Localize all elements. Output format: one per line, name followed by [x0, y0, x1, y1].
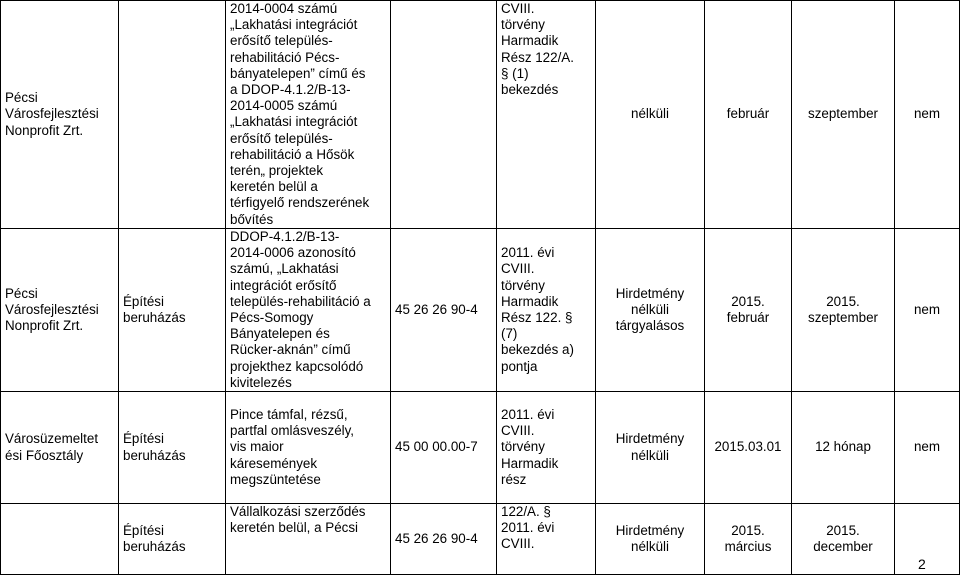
description-line: 2014-0006 azonosító — [230, 245, 356, 261]
type-line: Építési — [123, 293, 164, 309]
legal-basis-line: Harmadik — [501, 33, 559, 49]
description-line: terén„ projektek — [230, 163, 324, 179]
legal-basis-line: pontja — [501, 358, 538, 374]
org-line: Pécsi — [5, 285, 38, 301]
start-date-cell — [705, 392, 792, 504]
cpv-code-cell — [391, 1, 497, 229]
legal-basis-line: CVIII. — [501, 423, 535, 439]
page-number: 2 — [918, 556, 926, 572]
description-cell — [226, 504, 391, 575]
start-date-line: 2015. — [731, 522, 765, 538]
description-line: DDOP-4.1.2/B-13- — [230, 229, 340, 244]
legal-basis-line: bekezdés — [501, 82, 559, 98]
start-date-line: február — [726, 106, 770, 122]
legal-basis-line: Rész 122/A. — [501, 49, 574, 65]
description-line: Bányatelepen és — [230, 326, 330, 342]
legal-basis-cell — [497, 1, 596, 229]
description-line: erősítő település- — [230, 130, 333, 146]
procedure-line: Hirdetmény — [615, 522, 685, 538]
org-line: Városüzemeltet — [5, 431, 99, 447]
org-cell — [1, 392, 119, 504]
end-date-line: 12 hónap — [815, 439, 871, 455]
legal-basis-line: rész — [501, 471, 527, 487]
type-cell — [119, 1, 226, 229]
start-date-cell — [705, 504, 792, 575]
legal-basis-line: Harmadik — [501, 455, 559, 471]
description-line: Pécs-Somogy — [230, 310, 314, 326]
end-date-line: szeptember — [808, 310, 878, 326]
description-line: bányatelepen” című és — [230, 65, 366, 81]
description-line: a DDOP-4.1.2/B-13- — [230, 82, 351, 98]
legal-basis-line: 2011. évi — [501, 407, 555, 423]
legal-basis-cell — [497, 504, 596, 575]
type-cell — [119, 229, 226, 392]
legal-basis-line: CVIII. — [501, 1, 535, 16]
start-date-cell — [705, 1, 792, 229]
end-date-line: szeptember — [808, 106, 878, 122]
flag-cell — [895, 504, 960, 575]
legal-basis-line: Harmadik — [501, 293, 559, 309]
description-cell — [226, 229, 391, 392]
legal-basis-cell — [497, 392, 596, 504]
procedure-cell — [596, 229, 705, 392]
type-line: Építési — [123, 522, 164, 538]
description-line: erősítő település- — [230, 33, 333, 49]
description-cell — [226, 392, 391, 504]
end-date-line: 2015. — [826, 522, 860, 538]
description-line: Vállalkozási szerződés — [230, 504, 366, 520]
description-line: rehabilitáció a Hősök — [230, 146, 355, 162]
description-line: 2014-0005 számú — [230, 98, 338, 114]
table-row — [1, 392, 960, 504]
org-line: Nonprofit Zrt. — [5, 318, 84, 334]
description-line: Pince támfal, rézsű, — [230, 407, 348, 423]
description-line: „Lakhatási integrációt — [230, 17, 358, 33]
cpv-code-cell: 45 26 26 90-4 — [391, 229, 497, 392]
procedure-line: nélküli — [631, 301, 669, 317]
procedure-line: nélküli — [631, 539, 669, 555]
description-line: keretén belül, a Pécsi — [230, 520, 359, 536]
org-cell — [1, 504, 119, 575]
table-row — [1, 504, 960, 575]
table-body — [1, 1, 960, 575]
legal-basis-line: (7) — [501, 326, 518, 342]
org-line: ési Főosztály — [5, 447, 84, 463]
start-date-cell — [705, 229, 792, 392]
description-line: térfigyelő rendszerének — [230, 195, 370, 211]
description-cell — [226, 1, 391, 229]
description-line: Rücker-aknán” című — [230, 342, 351, 358]
end-date-line: december — [813, 539, 873, 555]
cpv-code-cell: 45 00 00.00-7 — [391, 392, 497, 504]
description-line: „Lakhatási integrációt — [230, 114, 358, 130]
end-date-cell — [792, 229, 895, 392]
cpv-code-cell: 45 26 26 90-4 — [391, 504, 497, 575]
legal-basis-line: 2011. évi — [501, 245, 555, 261]
flag-cell: nem — [895, 1, 960, 229]
org-line: Nonprofit Zrt. — [5, 122, 84, 138]
procedure-line: Hirdetmény — [615, 431, 685, 447]
procedure-line: nélküli — [631, 447, 669, 463]
description-line: projekthez kapcsolódó — [230, 358, 364, 374]
org-cell — [1, 1, 119, 229]
legal-basis-line: CVIII. — [501, 536, 535, 552]
procedure-line: tárgyalásos — [615, 318, 685, 334]
description-line: kivitelezés — [230, 374, 292, 390]
legal-basis-cell — [497, 229, 596, 392]
org-line: Városfejlesztési — [5, 106, 99, 122]
legal-basis-line: törvény — [501, 277, 545, 293]
flag-cell: nem — [895, 229, 960, 392]
end-date-cell — [792, 392, 895, 504]
type-line: Építési — [123, 431, 164, 447]
description-line: település-rehabilitáció a — [230, 293, 371, 309]
org-line: Városfejlesztési — [5, 301, 99, 317]
procedure-cell — [596, 504, 705, 575]
legal-basis-line: 122/A. § — [501, 504, 551, 520]
type-cell — [119, 392, 226, 504]
type-line: beruházás — [123, 447, 186, 463]
end-date-line: 2015. — [826, 293, 860, 309]
description-line: integrációt erősítő — [230, 277, 337, 293]
description-line: keretén belül a — [230, 179, 318, 195]
procedure-cell — [596, 1, 705, 229]
start-date-line: 2015. — [731, 293, 765, 309]
table-row — [1, 1, 960, 229]
legal-basis-line: § (1) — [501, 65, 529, 81]
legal-basis-line: CVIII. — [501, 261, 535, 277]
org-line: Pécsi — [5, 90, 38, 106]
description-line: 2014-0004 számú — [230, 1, 338, 16]
type-line: beruházás — [123, 310, 186, 326]
legal-basis-line: törvény — [501, 17, 545, 33]
description-line: rehabilitáció Pécs- — [230, 49, 340, 65]
end-date-cell — [792, 1, 895, 229]
procedure-cell — [596, 392, 705, 504]
description-line: bővítés — [230, 211, 274, 227]
legal-basis-line: 2011. évi — [501, 520, 555, 536]
procedure-line: Hirdetmény — [615, 285, 685, 301]
type-cell — [119, 504, 226, 575]
legal-basis-line: Rész 122. § — [501, 310, 573, 326]
description-line: partfal omlásveszély, — [230, 423, 355, 439]
type-line: beruházás — [123, 539, 186, 555]
description-line: káresemények — [230, 455, 318, 471]
start-date-line: február — [726, 310, 770, 326]
start-date-line: március — [724, 539, 772, 555]
table-row — [1, 229, 960, 392]
end-date-cell — [792, 504, 895, 575]
description-line: számú, „Lakhatási — [230, 261, 339, 277]
legal-basis-line: bekezdés a) — [501, 342, 574, 358]
start-date-line: 2015.03.01 — [714, 439, 782, 455]
flag-cell: nem — [895, 392, 960, 504]
description-line: vis maior — [230, 439, 284, 455]
legal-basis-line: törvény — [501, 439, 545, 455]
procedure-line: nélküli — [631, 106, 669, 122]
org-cell — [1, 229, 119, 392]
description-line: megszüntetése — [230, 471, 321, 487]
